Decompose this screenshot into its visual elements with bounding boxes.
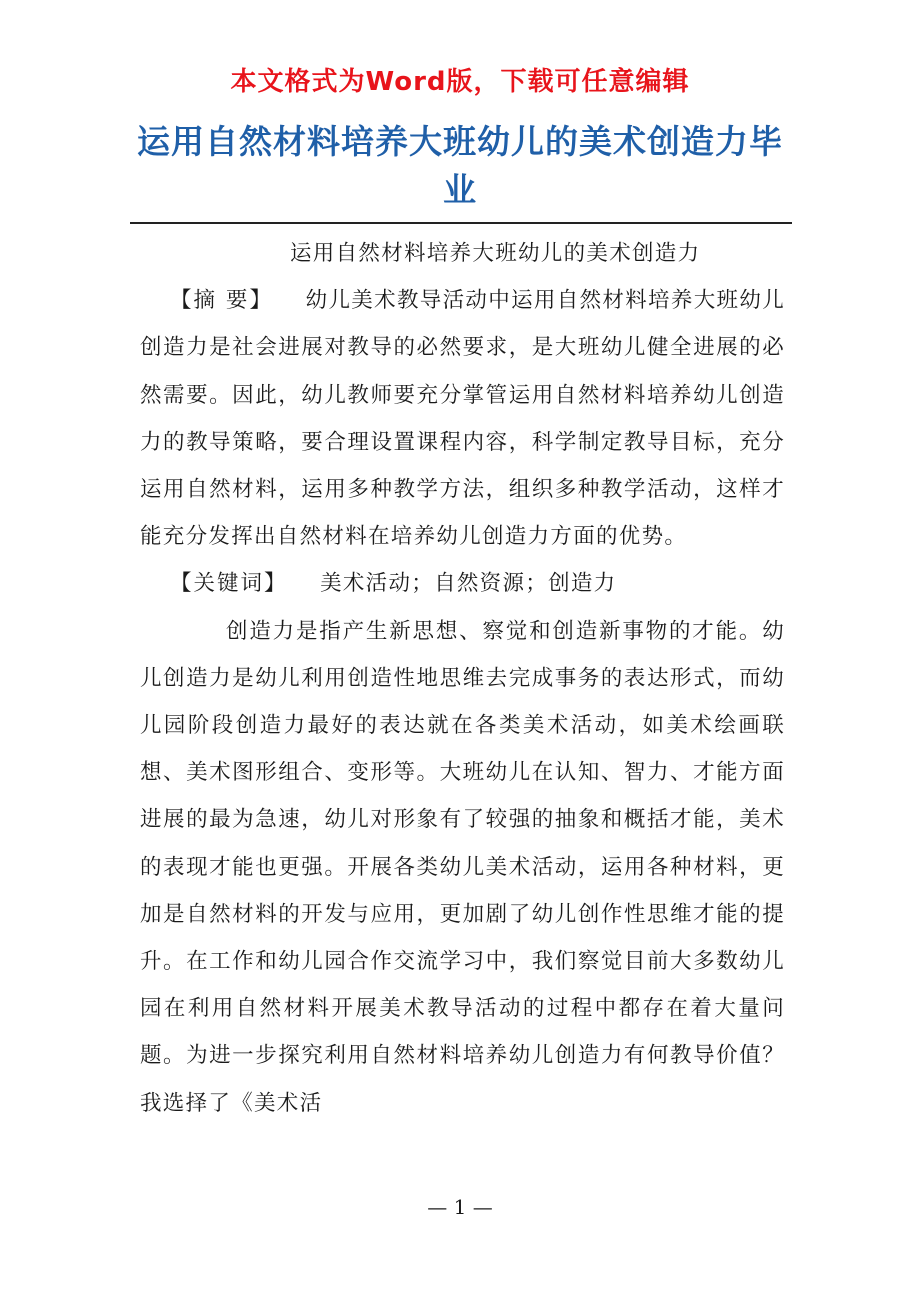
keywords-paragraph [140, 560, 785, 607]
abstract-label: 【摘 要】 [170, 288, 273, 314]
abstract-paragraph [140, 277, 785, 560]
document-title: 运用自然材料培养大班幼儿的美术创造力毕业 [137, 122, 783, 209]
format-banner: 本文格式为Word版，下载可任意编辑 [230, 67, 690, 97]
document-body [140, 230, 785, 1127]
abstract-text: 幼儿美术教导活动中运用自然材料培养大班幼儿创造力是社会进展对教导的必然要求，是大班幼儿健全进展的必然需要。因此，幼儿教师要充分掌管运用自然材料培养幼儿创造力的教导策略，要合理设置课程内容，科学制定教导目标，充分运用自然材料，运用多种教学方法，组织多种教学活动，这样才能充分发挥出自然材料在培养幼儿创造力方面的优势。 [140, 288, 785, 550]
body-paragraph: 创造力是指产生新思想、察觉和创造新事物的才能。幼儿创造力是幼儿利用创造性地思维去完成事务的表达形式，而幼儿园阶段创造力最好的表达就在各类美术活动，如美术绘画联想、美术图形组合、变形等。大班幼儿在认知、智力、才能方面进展的最为急速，幼儿对形象有了较强的抽象和概括才能，美术的表现才能也更强。开展各类幼儿美术活动，运用各种材料，更加是自然材料的开发与应用，更加剧了幼儿创作性思维才能的提升。在工作和幼儿园合作交流学习中，我们察觉目前大多数幼儿园在利用自然材料开展美术教导活动的过程中都存在着大量问题。为进一步探究利用自然材料培养幼儿创造力有何教导价值？我选择了《美术活 [140, 618, 785, 1116]
keywords-text: 美术活动；自然资源；创造力 [320, 571, 617, 597]
article-subtitle: 运用自然材料培养大班幼儿的美术创造力 [290, 241, 701, 266]
title-divider [130, 222, 792, 224]
keywords-label: 【关键词】 [170, 571, 288, 597]
page-number: — 1 — [427, 1195, 493, 1219]
